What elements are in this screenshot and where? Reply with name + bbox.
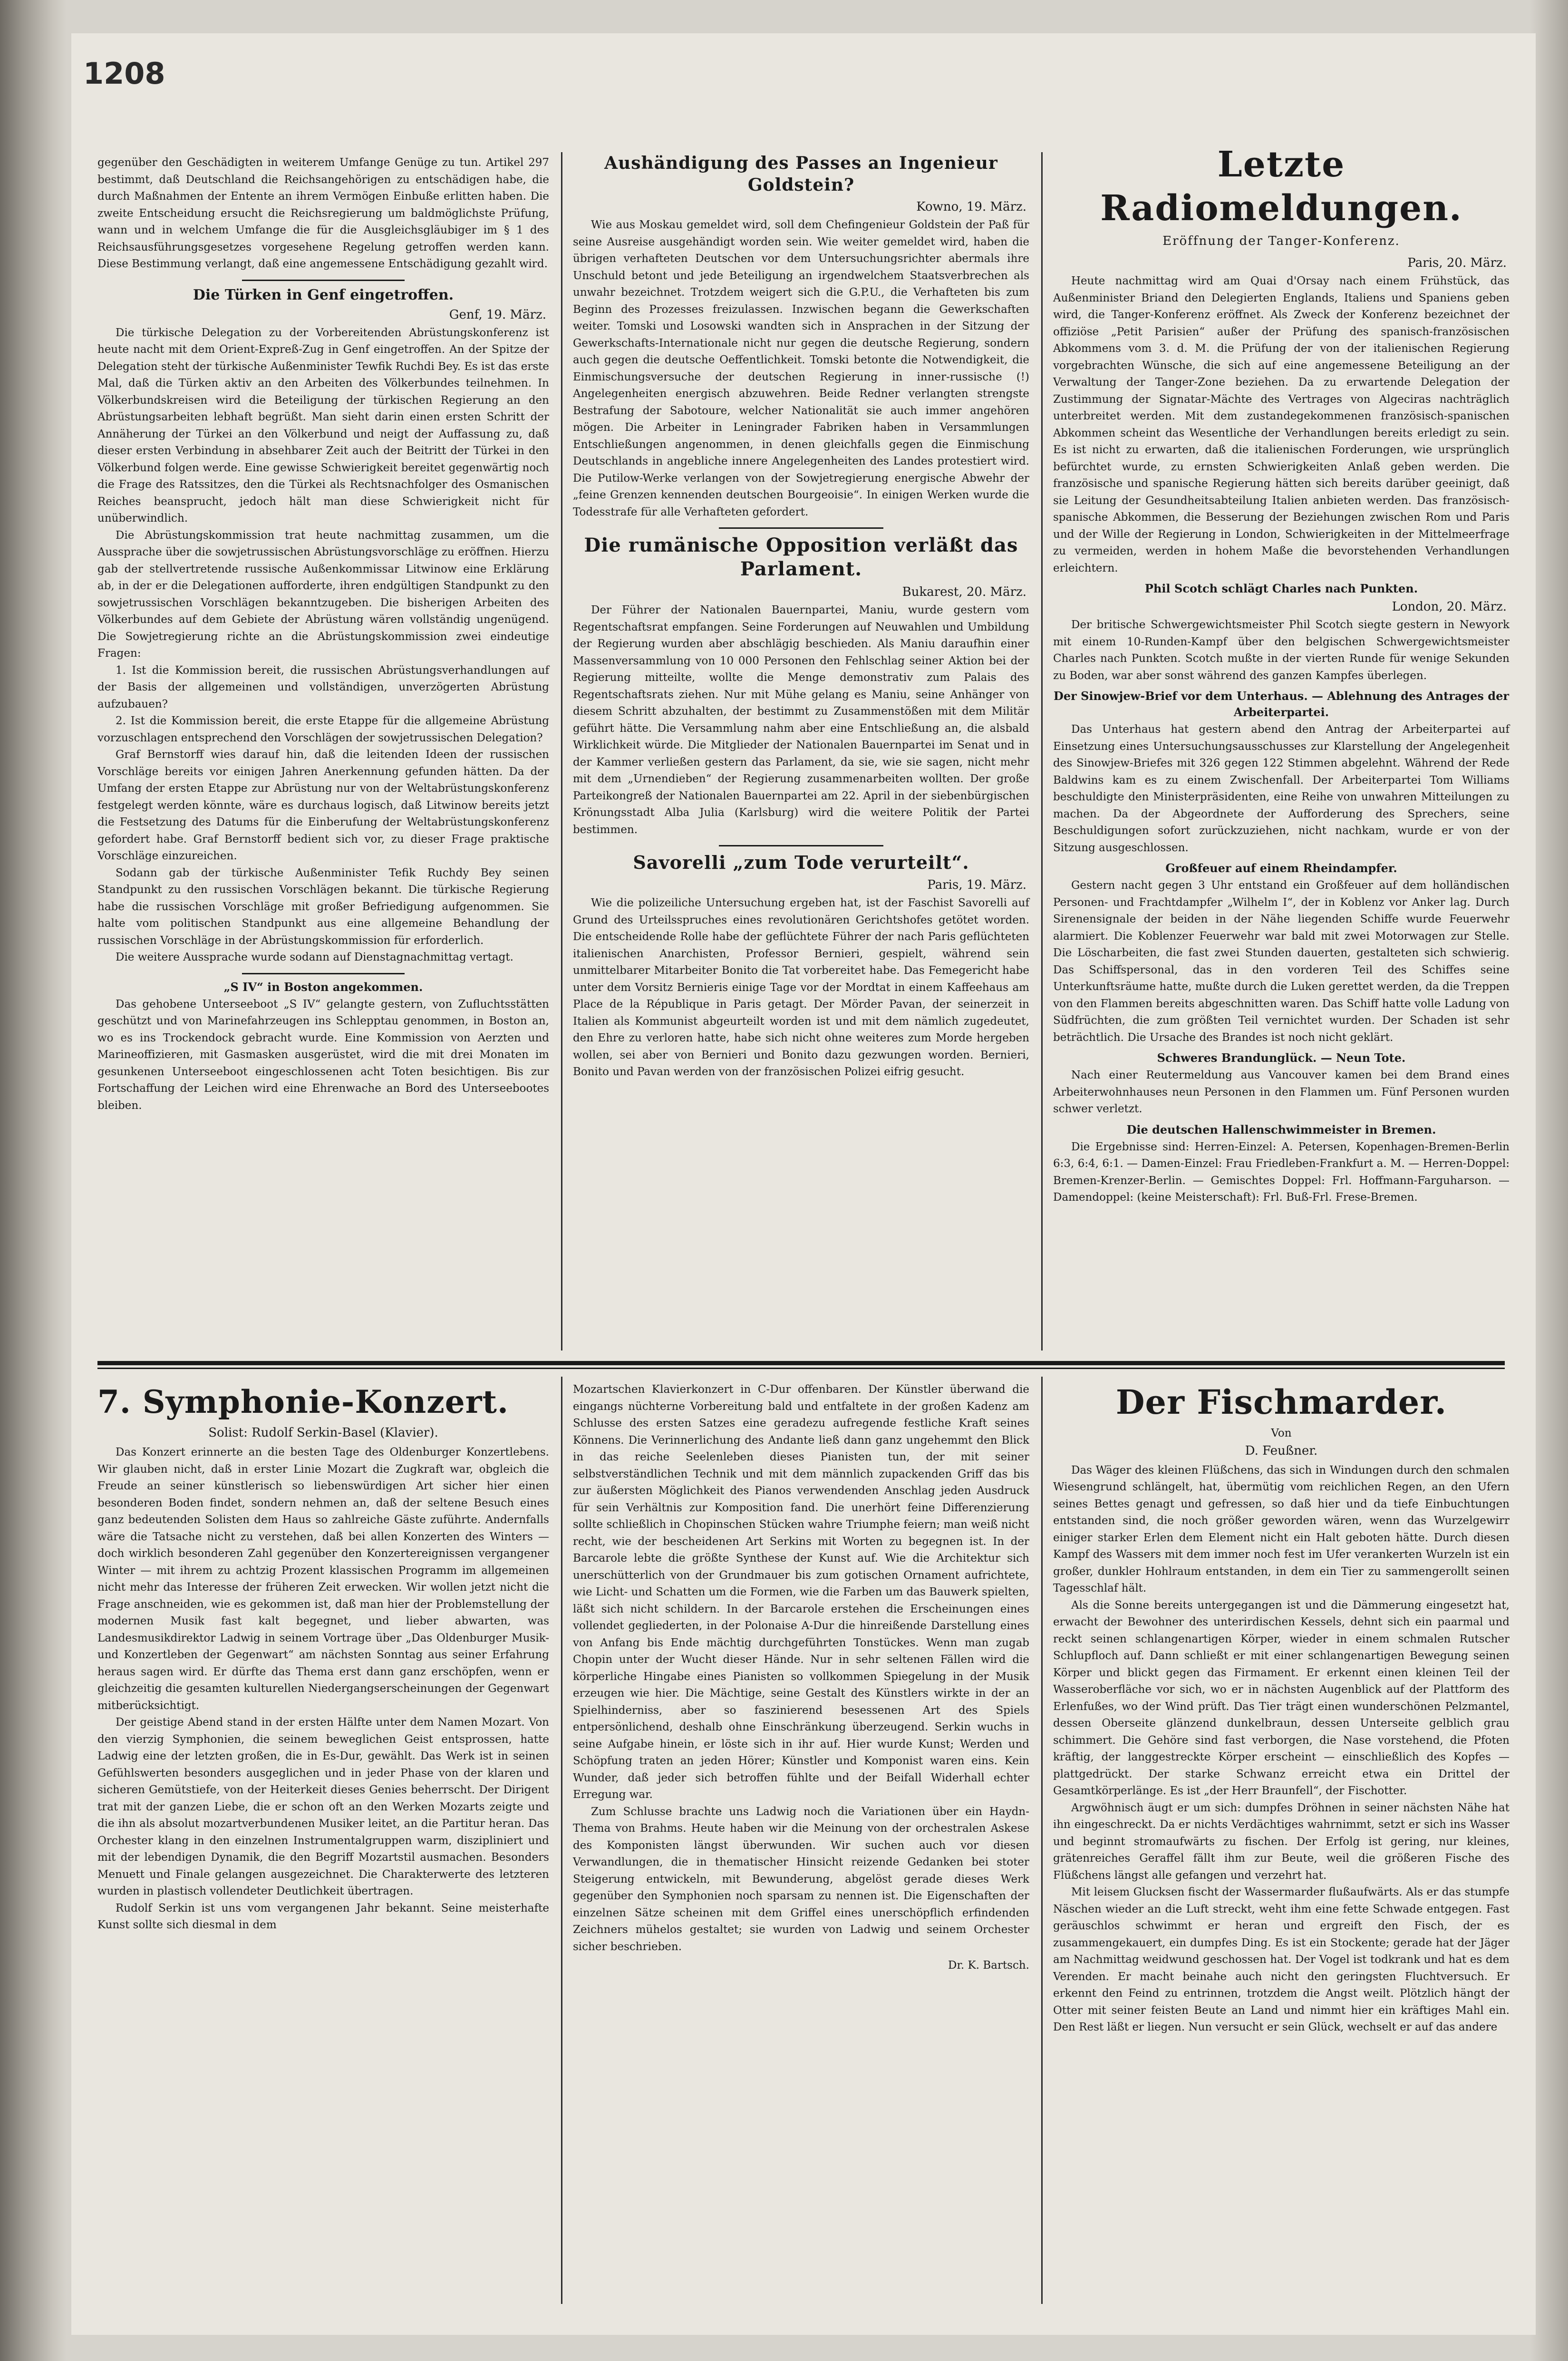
article-text: Graf Bernstorff wies darauf hin, daß die leitenden Ideen der russischen Vorschläge bereits vor einigen Jahren Anerkennung gefunden hätten. Da der Umfang der ersten Etappe zur Abrüstung nur von der Weltabrüstungskonferenz festgelegt werden könnte, wäre es durchaus logisch, daß Litwinow bereits jetzt die Festsetzung des Datums für die Einberufung der Weltabrüstungskonferenz gefordert habe. Graf Bernstorff bedient sich vor, zu dieser Frage praktische Vorschläge einzureichen. [97,748,549,862]
review-text: Rudolf Serkin ist uns vom vergangenen Jahr bekannt. Seine meisterhafte Kunst sollte sich diesmal in dem [97,1902,549,1931]
konzert-column-1 [97,1381,549,1934]
article-text: Wie aus Moskau gemeldet wird, soll dem Chefingenieur Goldstein der Paß für seine Ausreise ausgehändigt worden sein. Wie weiter gemeldet wird, haben die übrigen verhafteten Deutschen vor dem Untersuchungsrichter abermals ihre Unschuld betont und jede Beteiligung an irgendwelchem Staatsverbrechen als unwahr bezeichnet. Trotzdem weigert sich die G.P.U., die Verhafteten bis zum Beginn des Prozesses freizulassen. Inzwischen begann die Gewerkschaften weiter. Tomski und Losowski wandten sich in Ansprachen in der Sitzung der Gewerkschafts-Internationale nicht nur gegen die deutsche Regierung, sondern auch gegen die deutsche Oeffentlichkeit. Tomski betonte die Notwendigkeit, die Einmischungsversuche der deutschen Regierung in inner-russische (!) Angelegenheiten energisch abzuwehren. Beide Redner verlangten strengste Bestrafung der Sabotoure, welcher Nationalität sie auch immer angehören mögen. Die Arbeiter in Leningrader Fabriken haben in Versammlungen Entschließungen angenommen, in denen gleichfalls gegen die Einmischung Deutschlands in angebliche innere Angelegenheiten des Landes protestiert wird. Die Putilow-Werke verlangen von der Sowjetregierung energische Abwehr der „feine Grenzen kennenden deutschen Bourgeoisie“. In einigen Werken wurde die Todesstrafe für alle Verhafteten gefordert. [573,219,1029,518]
divider [242,280,405,281]
headline-boxen: Phil Scotch schlägt Charles nach Punkten. [1144,582,1418,595]
byline-author: D. Feußner. [1245,1443,1318,1458]
review-signature: Dr. K. Bartsch. [948,1959,1029,1972]
article-text: Das gehobene Unterseeboot „S IV“ gelangte gestern, von Zufluchtsstätten geschützt und von Marinefahrzeugen ins Schlepptau genommen, in Boston an, wo es ins Trockendock gebracht wurde. Eine Kommission von Aerzten und Marineoffizieren, mit Gasmasken ausgerüstet, wird die mit drei Monaten im gesunkenen Unterseeboot eingeschlossenen acht Toten besichtigen. Bis zur Fortschaffung der Leichen wird eine Ehrenwache an Bord des Unterseebootes bleiben. [97,998,549,1112]
article-text: Das Unterhaus hat gestern abend den Antrag der Arbeiterpartei auf Einsetzung eines Untersuchungsausschusses zur Klarstellung der Angelegenheit des Sinowjew-Briefes mit 326 gegen 122 Stimmen abgelehnt. Während der Rede Baldwins kam es zu einem Zwischenfall. Der Arbeiterpartei Tom Williams beschuldigte den Ministerpräsidenten, eine Reihe von unwahren Mitteilungen zu machen. Da der Abgeordnete der Aufforderung des Sprechers, seine Beschuldigungen sofort zurückzuziehen, nicht nachkam, wurde er von der Sitzung ausgeschlossen. [1053,723,1510,854]
soloist-line: Solist: Rudolf Serkin-Basel (Klavier). [208,1426,438,1440]
article-text: Die türkische Delegation zu der Vorbereitenden Abrüstungskonferenz ist heute nacht mit dem Orient-Expreß-Zug in Genf eingetroffen. An der Spitze der Delegation steht der türkische Außenminister Tewfik Ruchdi Bey. Es ist das erste Mal, daß die Türken aktiv an den Arbeiten des Völkerbundes teilnehmen. In Völkerbundskreisen wird die Beteiligung der türkischen Regierung an den Abrüstungsarbeiten lebhaft begrüßt. Man sieht darin einen ersten Schritt der Annäherung der Türkei an den Völkerbund und neigt der Auffassung zu, daß dieser ersten Verbindung in absehbarer Zeit auch der Beitritt der Türkei in den Völkerbund folgen werde. Eine gewisse Schwierigkeit bereitet gegenwärtig noch die Frage des Ratssitzes, den die Türkei als Rechtsnachfolger des Osmanischen Reiches beansprucht, jedoch hält man diese Schwierigkeit nicht für unüberwindlich. [97,326,549,525]
headline-brandunglueck: Schweres Brandunglück. — Neun Tote. [1157,1051,1406,1065]
column-rule [561,152,562,1351]
book-binding-shadow [0,0,67,2361]
dateline: Paris, 19. März. [927,878,1026,892]
headline-schwimmeister: Die deutschen Hallenschwimmeister in Bremen. [1126,1122,1436,1137]
article-text: Nach einer Reutermeldung aus Vancouver kamen bei dem Brand eines Arbeiterwohnhauses neun Personen in den Flammen um. Fünf Personen wurden schwer verletzt. [1053,1069,1510,1115]
divider [242,973,405,974]
column-1 [97,155,549,1114]
subheadline: Eröffnung der Tanger-Konferenz. [1162,234,1400,248]
section-separator [97,1361,1505,1365]
headline-symphonie-konzert: 7. Symphonie-Konzert. [97,1383,509,1420]
column-rule [1041,152,1043,1351]
dateline: London, 20. März. [1392,600,1507,614]
headline-pass: Aushändigung des Passes an Ingenieur Goldstein? [604,153,998,195]
headline-s4: „S IV“ in Boston angekommen. [223,980,423,994]
headline-fischmarder: Der Fischmarder. [1115,1382,1447,1422]
dateline: Paris, 20. März. [1407,256,1507,270]
article-text: Sodann gab der türkische Außenminister Tefik Ruchdy Bey seinen Standpunkt zu den russischen Vorschlägen bekannt. Die türkische Regierung habe die russischen Vorschläge mit großer Befriedigung aufgenommen. Sie halte vom politischen Standpunkt aus eine allgemeine Behandlung der russischen Vorschläge in der Abrüstungskommission für erforderlich. [97,866,549,947]
article-text: Gestern nacht gegen 3 Uhr entstand ein Großfeuer auf dem holländischen Personen- und Frachtdampfer „Wilhelm I“, der in Koblenz vor Anker lag. Durch Sirenensignale der beiden in der Nähe liegenden Schiffe wurde Feuerwehr alarmiert. Die Koblenzer Feuerwehr war bald mit zwei Motorwagen zur Stelle. Die Löscharbeiten, die fast zwei Stunden dauerten, gestalteten sich schwierig. Das Schiffspersonal, das in den vorderen Teil des Schiffes seine Unterkunftsräume hatte, mußte durch die Luken gerettet werden, da die Treppen von den Flammen bereits abgeschnitten waren. Das Schiff hatte volle Ladung von Südfrüchten, die zum größten Teil vernichtet wurden. Der Schaden ist sehr beträchtlich. Die Ursache des Brandes ist noch nicht geklärt. [1053,879,1510,1044]
column-rule [1041,1377,1043,2304]
headline-unterhaus: Der Sinowjew-Brief vor dem Unterhaus. — Ablehnung des Antrages der Arbeiterpartei. [1054,689,1509,719]
dateline: Bukarest, 20. März. [902,585,1026,599]
section-separator-thin [97,1368,1505,1369]
dateline: Genf, 19. März. [449,307,546,322]
article-text: Wie die polizeiliche Untersuchung ergeben hat, ist der Faschist Savorelli auf Grund des Urteilsspruches eines revolutionären Gerichtshofes getötet worden. Die entscheidende Rolle habe der geflüchtete Führer der nach Paris geflüchteten italienischen Anarchisten, Professor Bernieri, gespielt, während sein unmittelbarer Mitarbeiter Bonito die Tat vorbereitet habe. Das Femegericht habe unter dem Vorsitz Bernieris einige Tage vor der Mordtat in einem Kaffeehaus am Place de la République in Paris getagt. Der Mörder Pavan, der seinerzeit in Italien als Kommunist abgeurteilt worden ist und mit dem nämlich zugedeutet, den Ehre zu verloren hatte, habe sich nicht ohne weiteres zum Morde hergeben wollen, sei aber von Bernieri und Bonito dazu gezwungen worden. Bernieri, Bonito und Pavan werden von der französischen Polizei eifrig gesucht. [573,897,1029,1078]
review-text: Das Konzert erinnerte an die besten Tage des Oldenburger Konzertlebens. Wir glauben nicht, daß in erster Linie Mozart die Zugkraft war, obgleich die Freude an seiner künstlerisch so liebenswürdigen Art sicher hier einen besonderen Boden findet, sondern nehmen an, daß der seltene Besuch eines ganz bedeutenden Solisten dem Haus so zahlreiche Gäste zuführte. Andernfalls wäre die Tatsache nicht zu verstehen, daß bei allen Konzerten des Winters — doch wirklich besonderen Zahl gegenüber den Konzertereignissen vergangener Winter — mit ihrem zu achtzig Prozent klassischen Programm im allgemeinen nicht mehr das Interesse der früheren Zeit erwecken. Wir wollen jetzt nicht die Frage anschneiden, wie es gekommen ist, daß man hier der Problemstellung der modernen Musik fast kalt begegnet, und lieber abwarten, was Landesmusikdirektor Ladwig in seinem Vortrage über „Das Oldenburger Musik- und Konzertleben der Gegenwart“ am nächsten Sonntag aus seiner Erfahrung heraus sagen wird. Er dürfte das Thema erst dann ganz erschöpfen, wenn er gleichzeitig die gesamten kulturellen Niedergangserscheinungen der Gegenwart mitberücksichtigt. [97,1446,549,1712]
article-text: Heute nachmittag wird am Quai d'Orsay nach einem Frühstück, das Außenminister Briand den Delegierten Englands, Italiens und Spaniens geben wird, die Tanger-Konferenz eröffnet. Als Zweck der Konferenz bezeichnet der offiziöse „Petit Parisien“ außer der Prüfung des spanisch-französischen Abkommens vom 3. d. M. die Prüfung der von der italienischen Regierung vorgebrachten Wünsche, die sich auf eine angemessene Beteiligung an der Verwaltung der Tanger-Zone beziehen. Da zu erwartende Delegation der Zustimmung der Signatar-Mächte des Vertrages von Algeciras nachträglich unterbreitet werden. Mit dem zustandegekommenen französisch-spanischen Abkommen scheint das Wesentliche der Verhandlungen bereits erledigt zu sein. Es ist nicht zu erwarten, daß die italienischen Forderungen, wie ursprünglich befürchtet wurde, zu ernsten Schwierigkeiten Anlaß geben werden. Die französische und spanische Regierung hätten sich bereits darüber geeinigt, daß sie Leitung der Gesundheitsabteilung Italien anbieten werden. Das französisch-spanische Abkommen, die Besserung der Beziehungen zwischen Rom und Paris und der Wille der Regierung in London, Schwierigkeiten in der Mittelmeerfrage zu vermeiden, werden in hohem Maße die bevorstehenden Verhandlungen erleichtern. [1053,275,1510,574]
review-text: Der geistige Abend stand in der ersten Hälfte unter dem Namen Mozart. Von den vierzig Symphonien, die seinem beweglichen Geist entsprossen, hatte Ladwig eine der letzten großen, die in Es-Dur, gewählt. Das Werk ist in seinen Gefühlswerten besonders ausgeglichen und in jeder Phase von der klaren und sicheren Gemütstiefe, von der Heiterkeit dieses Genies beherrscht. Der Dirigent trat mit der ganzen Liebe, die er schon oft an den Werken Mozarts zeigte und die ihn als absolut mozartverbundenen Musiker leitet, an die Partitur heran. Das Orchester klang in den einzelnen Instrumentalgruppen warm, diszipliniert und mit der lebendigen Dynamik, die den Begriff Mozartstil ausmachen. Besonders Menuett und Finale gelangen ausgezeichnet. Die Charakterwerte des letzteren wurden in plastisch vollendeter Deutlichkeit übertragen. [97,1716,549,1897]
column-rule [561,1377,562,2304]
headline-savorelli: Savorelli „zum Tode verurteilt“. [633,852,969,873]
byline-von: Von [1271,1427,1292,1439]
article-text: Der Führer der Nationalen Bauernpartei, Maniu, wurde gestern vom Regentschaftsrat empfangen. Seine Forderungen auf Neuwahlen und Umbildung der Regierung wurden aber abschlägig beschieden. Als Maniu daraufhin einer Massenversammlung von 10 000 Personen den Fehlschlag seiner Aktion bei der Regierung mitteilte, wollte die Menge demonstrativ zum Palais des Regentschaftsrats ziehen. Nur mit Mühe gelang es Maniu, seine Anhänger von diesem Schritt abzuhalten, der bestimmt zu Zusammenstößen mit dem Militär geführt hätte. Die Versammlung nahm aber eine Entschließung an, die alsbald Wirklichkeit würde. Die Mitglieder der Nationalen Bauernpartei im Senat und in der Kammer verließen gestern das Parlament, da sie, wie sie sagen, nicht mehr mit dem „Urnendieben“ der Regierung zusammenarbeiten wollten. Der große Parteikongreß der Nationalen Bauernpartei am 22. April in der siebenbürgischen Krönungsstadt Alba Julia (Karlsburg) wird die weitere Politik der Partei bestimmen. [573,604,1029,836]
headline-tuerken: Die Türken in Genf eingetroffen. [193,286,454,303]
fischmarder-column [1053,1381,1510,2036]
headline-rumaenien: Die rumänische Opposition verläßt das Parlament. [584,534,1018,580]
article-text: 1. Ist die Kommission bereit, die russischen Abrüstungsverhandlungen auf der Basis der allgemeinen und vollständigen, unverzögerten Abrüstung aufzubauen? [97,664,549,710]
konzert-column-2 [573,1381,1029,1974]
article-text: Die weitere Aussprache wurde sodann auf Dienstagnachmittag vertagt. [116,951,513,963]
review-text: Mozartschen Klavierkonzert in C-Dur offenbaren. Der Künstler überwand die eingangs nüchterne Vorbereitung bald und entfaltete in der großen Kadenz am Schlusse des ersten Satzes eine geradezu aufregende festliche Kraft seines Könnens. Die Verinnerlichung des Andante ließ dann ganz ungehemmt den Blick in das reiche Seelenleben dieses Pianisten tun, der mit seiner selbstverständlichen Technik und mit dem männlich zupackenden Griff das bis zur äußersten Möglichkeit des Pianos verwendenden Anschlag jeden Ausdruck für sein Verhältnis zur Komposition fand. Die unerhört feine Differenzierung sollte schließlich in Chopinschen Stücken wahre Triumphe feiern; man weiß nicht recht, wie der bescheidenen Art Serkins mit Worten zu begegnen ist. In der Barcarole lebte die größte Synthese der Kunst auf. Wie die Architektur sich unerschütterlich von der Grundmauer bis zum gotischen Ornament aufrichtete, wie Licht- und Schatten um die Formen, wie die Farben um das Bauwerk spielten, läßt sich nicht schildern. In der Barcarole erstehen die Erscheinungen eines vollendet gegliederten, in der Polonaise A-Dur die hinreißende Darstellung eines von Anfang bis Ende mächtig durchgeführten Tonstückes. Wenn man zugab Chopin unter der Wucht dieser Hände. Nur in sehr seltenen Fällen wird die körperliche Hingabe eines Pianisten so vollkommen Spiegelung in der Musik erzeugen wie hier. Die Mächtige, seine Gestalt des Künstlers wirkte in der an Spielhinderniss, aber so faszinierend besessenen Art des Spiels entpersönlichend, deshalb ohne Einschränkung überzeugend. Serkin wuchs in seine Aufgabe hinein, er löste sich in ihr auf. Hier wurde Kunst; Werden und Schöpfung traten an jeden Hörer; Künstler und Komponist waren eins. Kein Wunder, daß jeder sich betroffen fühlte und der Beifall Widerhall echter Erregung war. [573,1383,1029,1801]
headline-grossfeuer: Großfeuer auf einem Rheindampfer. [1165,861,1397,875]
column-2 [573,152,1029,1081]
story-text: Mit leisem Glucksen fischt der Wassermarder flußaufwärts. Als er das stumpfe Näschen wieder an die Luft streckt, weht ihm eine fette Schwade entgegen. Fast geräuschlos schwimmt er heran und ergreift den Fisch, der es zusammengekauert, ein dumpfes Ding. Es ist ein Stockente; gerade hat der Jäger am Nachmittag weidwund geschossen hat. Der Vogel ist todkrank und hat es dem Verenden. Er macht beinahe auch nicht den geringsten Fluchtversuch. Er erkennt den Feind zu entrinnen, trotzdem die Angst weilt. Plötzlich hängt der Otter mit seiner feisten Beute an Land und nimmt hier ein kräftiges Mahl ein. Den Rest läßt er liegen. Nun versucht er sein Glück, wechselt er auf das andere [1053,1886,1510,2033]
article-text: Die Ergebnisse sind: Herren-Einzel: A. Petersen, Kopenhagen-Bremen-Berlin 6:3, 6:4, 6:1. — Damen-Einzel: Frau Friedleben-Frankfurt a. M. — Herren-Doppel: Bremen-Krenzer-Berlin. — Gemischtes Doppel: Frl. Hoffmann-Farguharson. — Damendoppel: (keine Meisterschaft): Frl. Buß-Frl. Frese-Bremen. [1053,1140,1510,1204]
headline-radiomeldungen: Letzte Radiomeldungen. [1100,144,1462,229]
story-text: Argwöhnisch äugt er um sich: dumpfes Dröhnen in seiner nächsten Nähe hat ihn eingeschreckt. Da er nichts Verdächtiges wahrnimmt, setzt er sich ins Wasser und beginnt stromaufwärts zu fischen. Der Erfolg ist gering, nur kleines, grätenreiches Geraffel fällt ihm zur Beute, weil die größeren Fische des Flüßchens längst alle gefangen und verzehrt hat. [1053,1801,1510,1882]
article-text: 2. Ist die Kommission bereit, die erste Etappe für die allgemeine Abrüstung vorzuschlagen entsprechend den Vorschlägen der sowjetrussischen Delegation? [97,715,549,744]
column-3 [1053,143,1510,1206]
article-text: gegenüber den Geschädigten in weiterem Umfange Genüge zu tun. Artikel 297 bestimmt, daß Deutschland die Reichsangehörigen zu entschädigen habe, die durch Maßnahmen der Entente an ihrem Vermögen Einbuße erlitten haben. Die zweite Entscheidung ersucht die Reichsregierung um baldmöglichste Prüfung, wann und in welchem Umfange die für die Ausgleichsgläubiger im § 1 des Reichsausführungsgesetzes vorgesehene Regelung getroffen werden kann. Diese Bestimmung verlangt, daß eine angemessene Entschädigung gezahlt wird. [97,156,549,270]
dateline: Kowno, 19. März. [916,200,1026,214]
review-text: Zum Schlusse brachte uns Ladwig noch die Variationen über ein Haydn-Thema von Brahms. Heute haben wir die Meinung von der orchestralen Askese des Komponisten längst überwunden. Wir suchen auch vor diesen Verwandlungen, die in thematischer Hinsicht reizende Gedanken bei stoter Steigerung entwickeln, mit Bewunderung, abgelöst gerade dieses Werk gegenüber den Symphonien noch sparsam zu nennen ist. Die Eigenschaften der einzelnen Sätze scheinen mit dem Griffel eines unerschöpflich erfindenden Zeichners mühelos gestaltet; sie wurden von Ladwig und seinem Orchester sicher beschrieben. [573,1805,1029,1953]
divider [719,845,883,846]
page-edge-shadow [1530,0,1568,2361]
story-text: Als die Sonne bereits untergegangen ist und die Dämmerung eingesetzt hat, erwacht der Bewohner des unterirdischen Kessels, dehnt sich ein paarmal und reckt seinen schlangenartigen Körper, wieder in einem schmalen Rutscher Schlupfloch auf. Dann schließt er mit einer schlangenartigen Bewegung seinen Körper und blickt gegen das Firmament. Er erkennt einen kleinen Teil der Wasseroberfläche vor sich, wo er in nächsten Augenblick auf der Plattform des Erlenfußes, wo der Wind prüft. Das Tier trägt einen wunderschönen Pelzmantel, dessen Oberseite glänzend dunkelbraun, dessen Unterseite gelblich grau schimmert. Die Gehöre sind fast verborgen, die Nase vorstehend, die Pfoten kräftig, der langgestreckte Körper erscheint — einschließlich des Kopfes — plattgedrückt. Der starke Schwanz erreicht etwa ein Drittel der Gesamtkörperlänge. Es ist „der Herr Braunfell“, der Fischotter. [1053,1599,1510,1797]
story-text: Das Wäger des kleinen Flüßchens, das sich in Windungen durch den schmalen Wiesengrund schlängelt, hat, übermütig vom reichlichen Regen, an den Ufern seines Bettes genagt und gefressen, so daß hier und da tiefe Einbuchtungen entstanden sind, die noch größer geworden wären, wenn das Wurzelgewirr einiger starker Erlen dem Element nicht ein Halt geboten hätte. Durch diesen Kampf des Wassers mit dem immer noch fest im Ufer verankerten Wurzeln ist ein großer, dunkler Hohlraum entstanden, in dem ein Tier zu sammengerollt seinen Tagesschlaf hält. [1053,1464,1510,1594]
article-text: Der britische Schwergewichtsmeister Phil Scotch siegte gestern in Newyork mit einem 10-Runden-Kampf über den belgischen Schwergewichtsmeister Charles nach Punkten. Scotch mußte in der vierten Runde für wenige Sekunden zu Boden, war aber sonst während des ganzen Kampfes überlegen. [1053,619,1510,682]
page-number: 1208 [83,56,165,91]
divider [719,527,883,529]
article-text: Die Abrüstungskommission trat heute nachmittag zusammen, um die Aussprache über die sowjetrussischen Abrüstungsvorschläge zu eröffnen. Hierzu gab der stellvertretende russische Außenkommissar Litwinow eine Erklärung ab, in der er die Delegationen aufforderte, ihren endgültigen Standpunkt zu den sowjetrussischen Vorschlägen bekanntzugeben. Die bisherigen Arbeiten des Völkerbundes auf dem Gebiete der Abrüstung wären vollständig ungenügend. Die Sowjetregierung richte an die Abrüstungskommission zwei eindeutige Fragen: [97,529,549,660]
